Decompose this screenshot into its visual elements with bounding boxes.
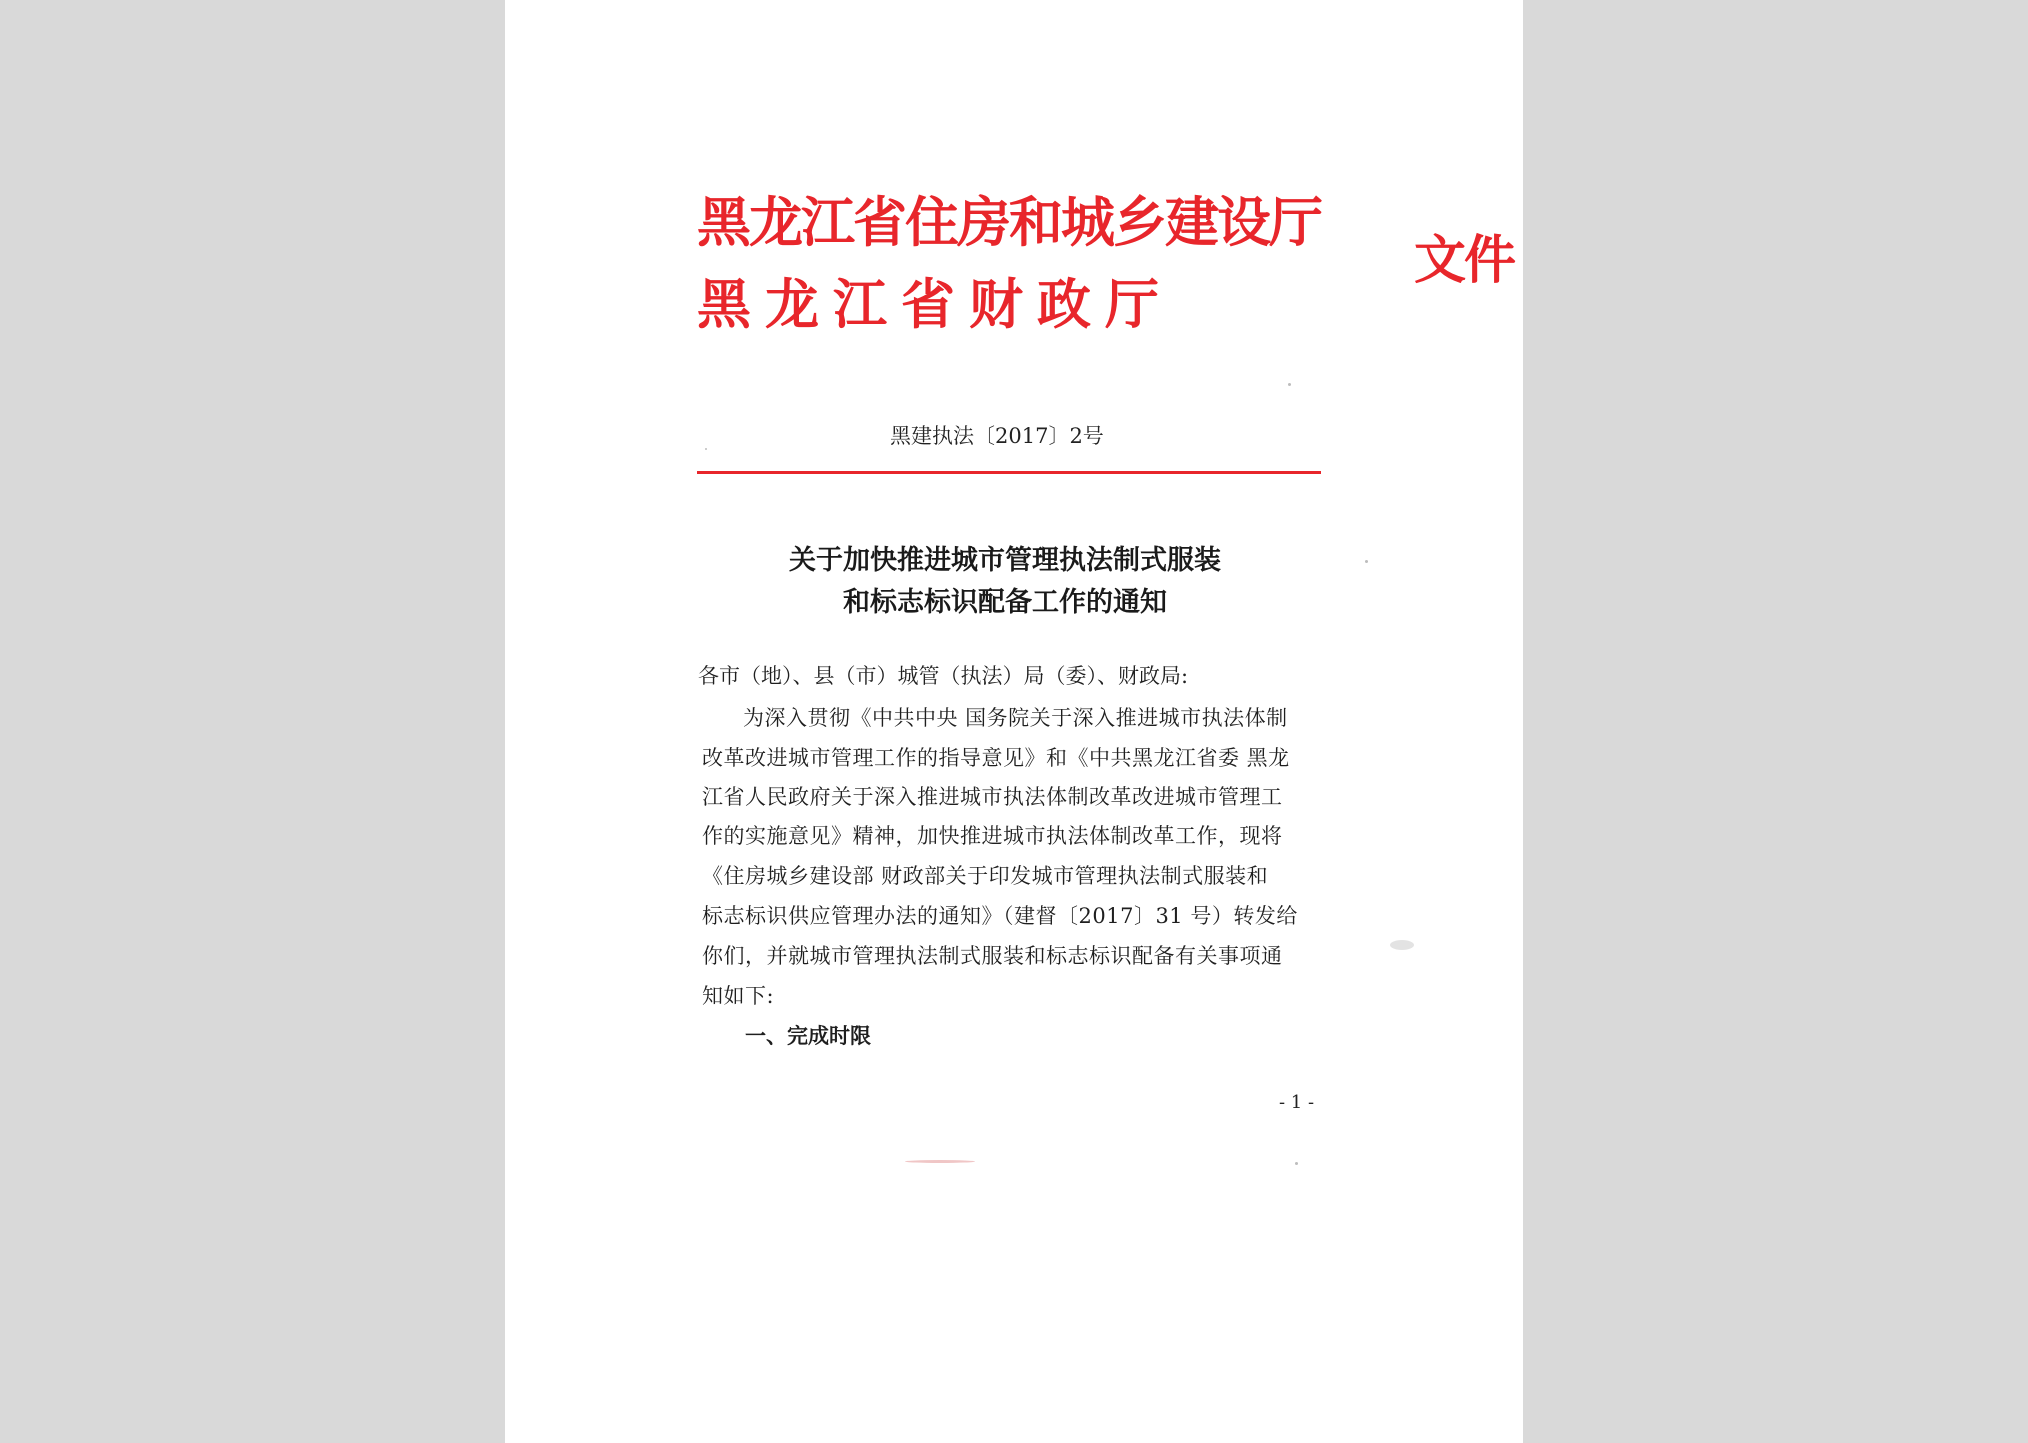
salutation: 各市（地）、县（市）城管（执法）局（委）、财政局: [698, 664, 1189, 688]
body-line: 江省人民政府关于深入推进城市执法体制改革改进城市管理工 [702, 785, 1283, 809]
document-type-label: 文件 [1414, 230, 1515, 291]
body-line: 标志标识供应管理办法的通知》（建督〔2017〕31 号）转发给 [702, 904, 1298, 928]
scan-speck [1365, 560, 1368, 563]
scan-smudge [1390, 940, 1414, 950]
body-line: 你们，并就城市管理执法制式服装和标志标识配备有关事项通 [702, 944, 1283, 968]
title-line-1: 关于加快推进城市管理执法制式服装 [789, 545, 1221, 576]
body-line: 《住房城乡建设部 财政部关于印发城市管理执法制式服装和 [702, 864, 1269, 888]
page-number: - 1 - [1279, 1092, 1315, 1113]
issuer-name-finance-dept: 黑龙江省财政厅 [697, 272, 1173, 336]
issuer-name-housing-dept: 黑龙江省住房和城乡建设厅 [697, 190, 1321, 254]
body-line: 改革改进城市管理工作的指导意见》和《中共黑龙江省委 黑龙 [702, 746, 1290, 770]
document-title [655, 540, 1355, 624]
title-line-2: 和标志标识配备工作的通知 [843, 587, 1167, 618]
section-heading: 一、完成时限 [745, 1024, 871, 1048]
document-page [505, 0, 1523, 1443]
scan-speck [705, 448, 707, 450]
document-number: 黑建执法〔2017〕2号 [890, 424, 1104, 448]
scan-speck [1295, 1162, 1298, 1165]
body-line: 知如下: [702, 984, 775, 1008]
issuer-header [697, 180, 1515, 340]
scan-speck [1288, 383, 1291, 386]
body-line: 作的实施意见》精神，加快推进城市执法体制改革工作，现将 [702, 824, 1283, 848]
red-divider-line [697, 471, 1321, 474]
scan-smudge [905, 1160, 975, 1163]
body-line: 为深入贯彻《中共中央 国务院关于深入推进城市执法体制 [743, 706, 1288, 730]
